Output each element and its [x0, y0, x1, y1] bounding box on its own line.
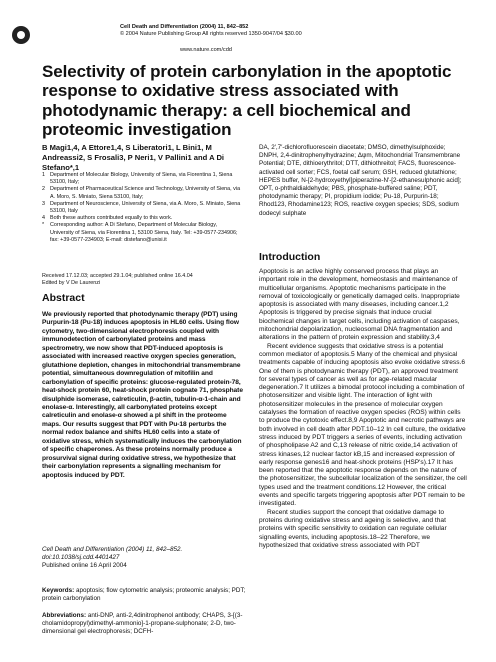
npg-logo-icon: [12, 26, 30, 44]
abstract-citation: [42, 546, 247, 571]
abbreviations-text-left: anti-DNP, anti-2,4dinitrophenol antibody; CHAPS, 3-[(3-cholamidopropyl)dimethyl-ammonio]-1-propane-sulphonate; 2-D, two-dimensional gel electrophoresis; DCFH-: [42, 612, 243, 636]
keywords-label: Keywords:: [42, 587, 75, 594]
intro-paragraph: Recent evidence suggests that oxidative stress is a potential common mediator of apoptosis.5 Many of the chemical and physical treatments capable of inducing apoptosis also evoke oxidative stress.6 One of them is photodynamic therapy (PDT), an approved treatment for several types of cancer as well as for age-related macular degeneration.7 It utilizes a bimodal protocol including a combination of photosensitizer and visible light. The interaction of light with photosensitizer molecules in the presence of molecular oxygen catalyses the formation of reactive oxygen species (ROS) within cells to produce the cytotoxic effect.8,9 Apoptotic and necrotic pathways are both involved in cell death after PDT.10–12 In cell culture, the oxidative stress induced by PDT triggers a series of events, including activation of phospholipase A2 and C,13 release of nitric oxide,14 activation of stress kinases,12 nuclear factor kB,15 and increased expression of early response genes16 and heat-shock proteins (HSP's).17 It has been reported that the apoptotic response depends on the nature of the photosensitizer, the subcellular localization of the sensitizer, the cell types used and the treatment conditions.12 However, the critical events and specific targets triggering apoptosis after PDT remain to be investigated.: [259, 342, 467, 508]
author-list: B Magi1,4, A Ettore1,4, S Liberatori1, L Bini1, M Andreassi2, S Frosali3, P Neri1, V Pallini1 and A Di Stefano*,1: [42, 143, 225, 172]
article-title: Selectivity of protein carbonylation in the apoptotic response to oxidative stress associated with photodynamic therapy: a cell biochemical and proteomic investigation: [42, 62, 452, 139]
published-online: Published online 16 April 2004: [42, 562, 127, 570]
affiliation-item: 1 Department of Molecular Biology, University of Siena, via Fiorentina 1, Siena 53100, Italy;: [42, 172, 233, 186]
citation-line: Cell Death and Differentiation (2004) 11, 842–852. doi:10.1038/sj.cdd.4401427: [42, 546, 183, 562]
affiliation-item: 3 Department of Neuroscience, University of Siena, via A. Moro, S. Miniato, Siena 53100, Italy: [42, 200, 241, 215]
keywords-text: apoptosis; flow cytometric analysis; proteomic analysis; PDT; protein carbonylation: [42, 587, 246, 603]
journal-url-link[interactable]: www.nature.com/cdd: [180, 47, 232, 53]
affiliation-item: 2 Department of Pharmaceutical Science and Technology, University of Siena, via A. Moro, S. Miniato, Siena 53100, Italy;: [42, 186, 241, 200]
abbreviations-label: Abbreviations:: [42, 612, 87, 619]
abbreviations-left: [42, 612, 247, 637]
affiliation-item: 4 Both these authors contributed equally to this work.: [42, 215, 173, 222]
intro-paragraph: Recent studies support the concept that oxidative damage to proteins during oxidative stress and ageing is selective, and that proteins with specific sensitivity to oxidation can regulate cellular signalling events, including apoptosis.18–22 Therefore, we hypothesized that oxidative stress associated with PDT: [259, 508, 447, 549]
affiliations: [42, 172, 242, 244]
introduction-heading: Introduction: [259, 251, 321, 263]
journal-citation: Cell Death and Differentiation (2004) 11, 842–852: [120, 24, 249, 30]
abstract-heading: Abstract: [42, 292, 85, 304]
abbreviations-right: DA, 2′,7′-dichlorofluorescein diacetate; DMSO, dimethylsulphoxide; DNPH, 2,4-dinitrophenylhydrazine; Δψm, Mitochondrial Transmembrane Potential; DTE, dithioerythritol; DTT, dithiothreitol; FACS, fluorescence-activated cell sorter; FCS, foetal calf serum; GSH, reduced glutathione; HEPES buffer, N-[2-hydroxyethyl]piperazine-N′-[2-ethanesulphonic acid]; OPT, o-phthaldialdehyde; PBS, phosphate-buffered saline; PDT, photodynamic therapy; PI, propidium iodide; Pu-18, Purpurin-18; Rhod123, Rhodamine123; ROS, reactive oxygen species; SDS, sodium dodecyl sulphate: [259, 144, 462, 217]
corresponding-author: * Corresponding author: A Di Stefano, Department of Molecular Biology, University of Siena, via Fiorentina 1, 53100 Siena, Italy. Tel: +39-0577-234906; fax: +39-0577-234903; E-mail: distefano@unisi.it: [42, 222, 238, 243]
abstract-text: We previously reported that photodynamic therapy (PDT) using Purpurin-18 (Pu-18) induces apoptosis in HL60 cells. Using flow cytometry, two-dimensional electrophoresis coupled with immunodetection of carbonylated proteins and mass spectrometry, we now show that PDT-induced apoptosis is associated with increased reactive oxygen species generation, glutathione depletion, changes in mitochondrial transmembrane potential, simultaneous downregulation of mitofilin and carbonylation of specific proteins: glucose-regulated protein-78, heat-shock protein 60, heat-shock protein cognate 71, phosphate disulphide isomerase, calreticulin, β-actin, tubulin-α-1-chain and enolase-α. Interestingly, all carbonylated proteins except calreticulin and enolase-α showed a pI shift in the proteome maps. Our results suggest that PDT with Pu-18 perturbs the normal redox balance and shifts HL60 cells into a state of oxidative stress, which systematically induces the carbonylation of specific chaperones. As these proteins normally produce a prosurvival signal during oxidative stress, we hypothesize that their carbonylation represents a signalling mechanism for apoptosis induced by PDT.: [42, 311, 243, 479]
introduction-body: [259, 268, 467, 550]
keywords: [42, 587, 247, 603]
copyright-line: © 2004 Nature Publishing Group All rights reserved 1350-9047/04 $30.00: [120, 31, 302, 38]
journal-header: [120, 24, 302, 39]
intro-paragraph: Apoptosis is an active highly conserved process that plays an important role in the development, homeostasis and maintenance of multicellular organisms. Apoptotic mechanisms participate in the removal of toxicologically or genetically damaged cells. Inappropriate apoptosis is associated with many diseases, including cancer.1,2 Apoptosis is triggered by precise signals that induce crucial biochemical changes in target cells, including activation of caspases, mitochondrial depolarization, nucleosomal DNA fragmentation and alterations in the pattern of protein expression and stability.3,4: [259, 268, 460, 342]
received-dates: Received 17.12.03; accepted 29.1.04; published online 16.4.04: [42, 273, 193, 279]
dates-block: [42, 273, 242, 287]
edited-by: Edited by V De Laurenzi: [42, 280, 101, 287]
